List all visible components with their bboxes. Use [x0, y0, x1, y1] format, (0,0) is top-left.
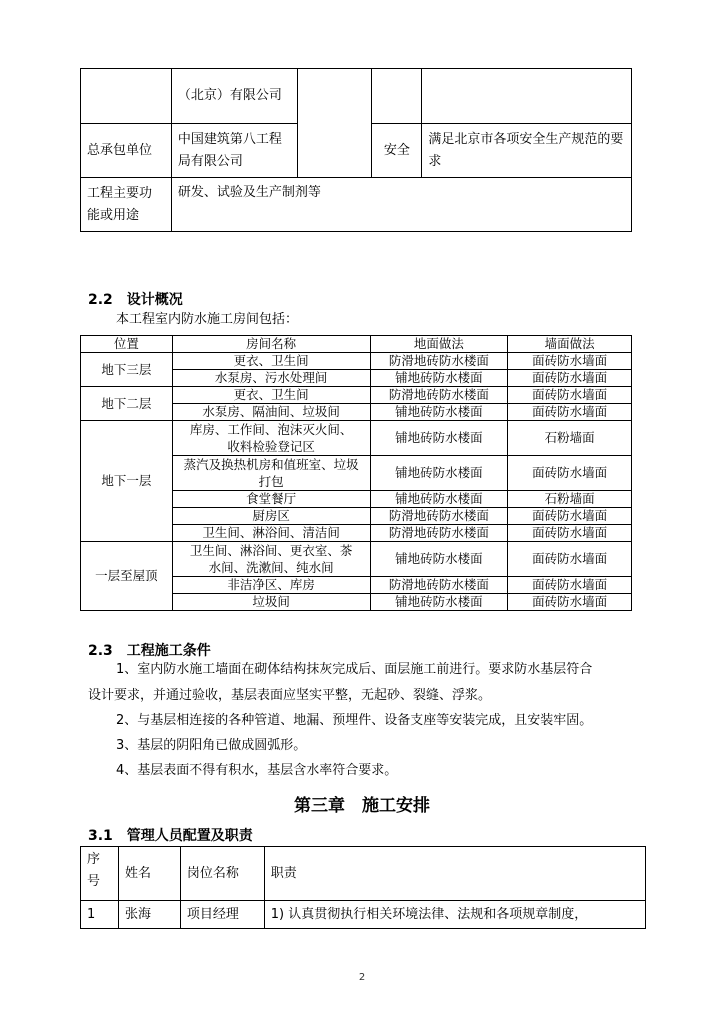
- room-cell: 食堂餐厅: [172, 491, 370, 508]
- position-b1: 地下一层: [81, 421, 173, 542]
- condition-3: 3、基层的阴阳角已做成圆弧形。: [116, 738, 307, 753]
- floor-cell: 防滑地砖防水楼面: [370, 387, 508, 404]
- staff-duty: 1) 认真贯彻执行相关环境法律、法规和各项规章制度，: [264, 901, 645, 929]
- room-cell: 非洁净区、库房: [172, 577, 370, 594]
- wall-cell: 石粉墙面: [508, 491, 632, 508]
- wall-cell: 面砖防水墙面: [508, 387, 632, 404]
- condition-1-line1: 1、室内防水施工墙面在砌体结构抹灰完成后、面层施工前进行。要求防水基层符合: [116, 662, 593, 677]
- floor-cell: 铺地砖防水楼面: [370, 594, 508, 611]
- table-row: [81, 353, 632, 370]
- header-post: 岗位名称: [180, 847, 264, 901]
- floor-cell: 防滑地砖防水楼面: [370, 353, 508, 370]
- floor-cell: 铺地砖防水楼面: [370, 542, 508, 577]
- safety-requirement: 满足北京市各项安全生产规范的要求: [422, 124, 632, 178]
- room-cell: 更衣、卫生间: [172, 353, 370, 370]
- floor-cell: 铺地砖防水楼面: [370, 370, 508, 387]
- header-wall: 墙面做法: [508, 336, 632, 353]
- room-cell: 水泵房、污水处理间: [172, 370, 370, 387]
- table-row: [81, 69, 632, 124]
- table-header-row: [81, 847, 646, 901]
- room-cell: 卫生间、淋浴间、清洁间: [172, 525, 370, 542]
- position-b2: 地下二层: [81, 387, 173, 421]
- floor-cell: 铺地砖防水楼面: [370, 491, 508, 508]
- floor-cell: 防滑地砖防水楼面: [370, 577, 508, 594]
- header-position: 位置: [81, 336, 173, 353]
- header-floor: 地面做法: [370, 336, 508, 353]
- chapter-title: 第三章 施工安排: [294, 796, 430, 816]
- floor-cell: 防滑地砖防水楼面: [370, 508, 508, 525]
- general-contractor-label: 总承包单位: [81, 124, 172, 178]
- floor-cell: 防滑地砖防水楼面: [370, 525, 508, 542]
- table-row: [81, 421, 632, 456]
- wall-cell: 面砖防水墙面: [508, 525, 632, 542]
- floor-cell: 铺地砖防水楼面: [370, 456, 508, 491]
- project-info-table: [80, 68, 632, 232]
- condition-1-line2: 设计要求，并通过验收，基层表面应坚实平整，无起砂、裂缝、浮浆。: [88, 688, 492, 703]
- wall-cell: 面砖防水墙面: [508, 353, 632, 370]
- floor-cell: 铺地砖防水楼面: [370, 421, 508, 456]
- function-label: 工程主要功能或用途: [81, 178, 172, 232]
- staff-no: 1: [81, 901, 119, 929]
- wall-cell: 面砖防水墙面: [508, 508, 632, 525]
- section-2-3-heading: 2.3 工程施工条件: [88, 643, 211, 659]
- page-number: 2: [358, 972, 366, 983]
- safety-label: 安全: [372, 124, 422, 178]
- table-row: [81, 178, 632, 232]
- wall-cell: 面砖防水墙面: [508, 370, 632, 387]
- table-row: [81, 542, 632, 577]
- contractor-name-tail: （北京）有限公司: [171, 69, 297, 124]
- function-value: 研发、试验及生产制剂等: [171, 178, 631, 232]
- room-cell: 更衣、卫生间: [172, 387, 370, 404]
- table-header-row: [81, 336, 632, 353]
- wall-cell: 石粉墙面: [508, 421, 632, 456]
- section-2-2-intro: 本工程室内防水施工房间包括：: [116, 312, 299, 327]
- wall-cell: 面砖防水墙面: [508, 404, 632, 421]
- section-2-2-heading: 2.2 设计概况: [88, 292, 183, 308]
- condition-2: 2、与基层相连接的各种管道、地漏、预埋件、设备支座等安装完成，且安装牢固。: [116, 713, 593, 728]
- room-cell: 垃圾间: [172, 594, 370, 611]
- room-cell: 蒸汽及换热机房和值班室、垃圾打包: [172, 456, 370, 491]
- header-no: 序号: [81, 847, 119, 901]
- condition-4: 4、基层表面不得有积水，基层含水率符合要求。: [116, 763, 398, 778]
- general-contractor-value: 中国建筑第八工程局有限公司: [171, 124, 297, 178]
- position-1f-roof: 一层至屋顶: [81, 542, 173, 611]
- table-row: [81, 901, 646, 929]
- table-row: [81, 387, 632, 404]
- header-room: 房间名称: [172, 336, 370, 353]
- room-cell: 库房、工作间、泡沫灭火间、收料检验登记区: [172, 421, 370, 456]
- staff-table: [80, 846, 646, 929]
- staff-name: 张海: [118, 901, 180, 929]
- wall-cell: 面砖防水墙面: [508, 456, 632, 491]
- header-duty: 职责: [264, 847, 645, 901]
- room-cell: 卫生间、淋浴间、更衣室、茶水间、洗漱间、纯水间: [172, 542, 370, 577]
- wall-cell: 面砖防水墙面: [508, 542, 632, 577]
- wall-cell: 面砖防水墙面: [508, 594, 632, 611]
- header-name: 姓名: [118, 847, 180, 901]
- position-b3: 地下三层: [81, 353, 173, 387]
- section-3-1-heading: 3.1 管理人员配置及职责: [88, 828, 253, 844]
- waterproof-rooms-table: [80, 335, 632, 611]
- floor-cell: 铺地砖防水楼面: [370, 404, 508, 421]
- wall-cell: 面砖防水墙面: [508, 577, 632, 594]
- room-cell: 水泵房、隔油间、垃圾间: [172, 404, 370, 421]
- staff-post: 项目经理: [180, 901, 264, 929]
- room-cell: 厨房区: [172, 508, 370, 525]
